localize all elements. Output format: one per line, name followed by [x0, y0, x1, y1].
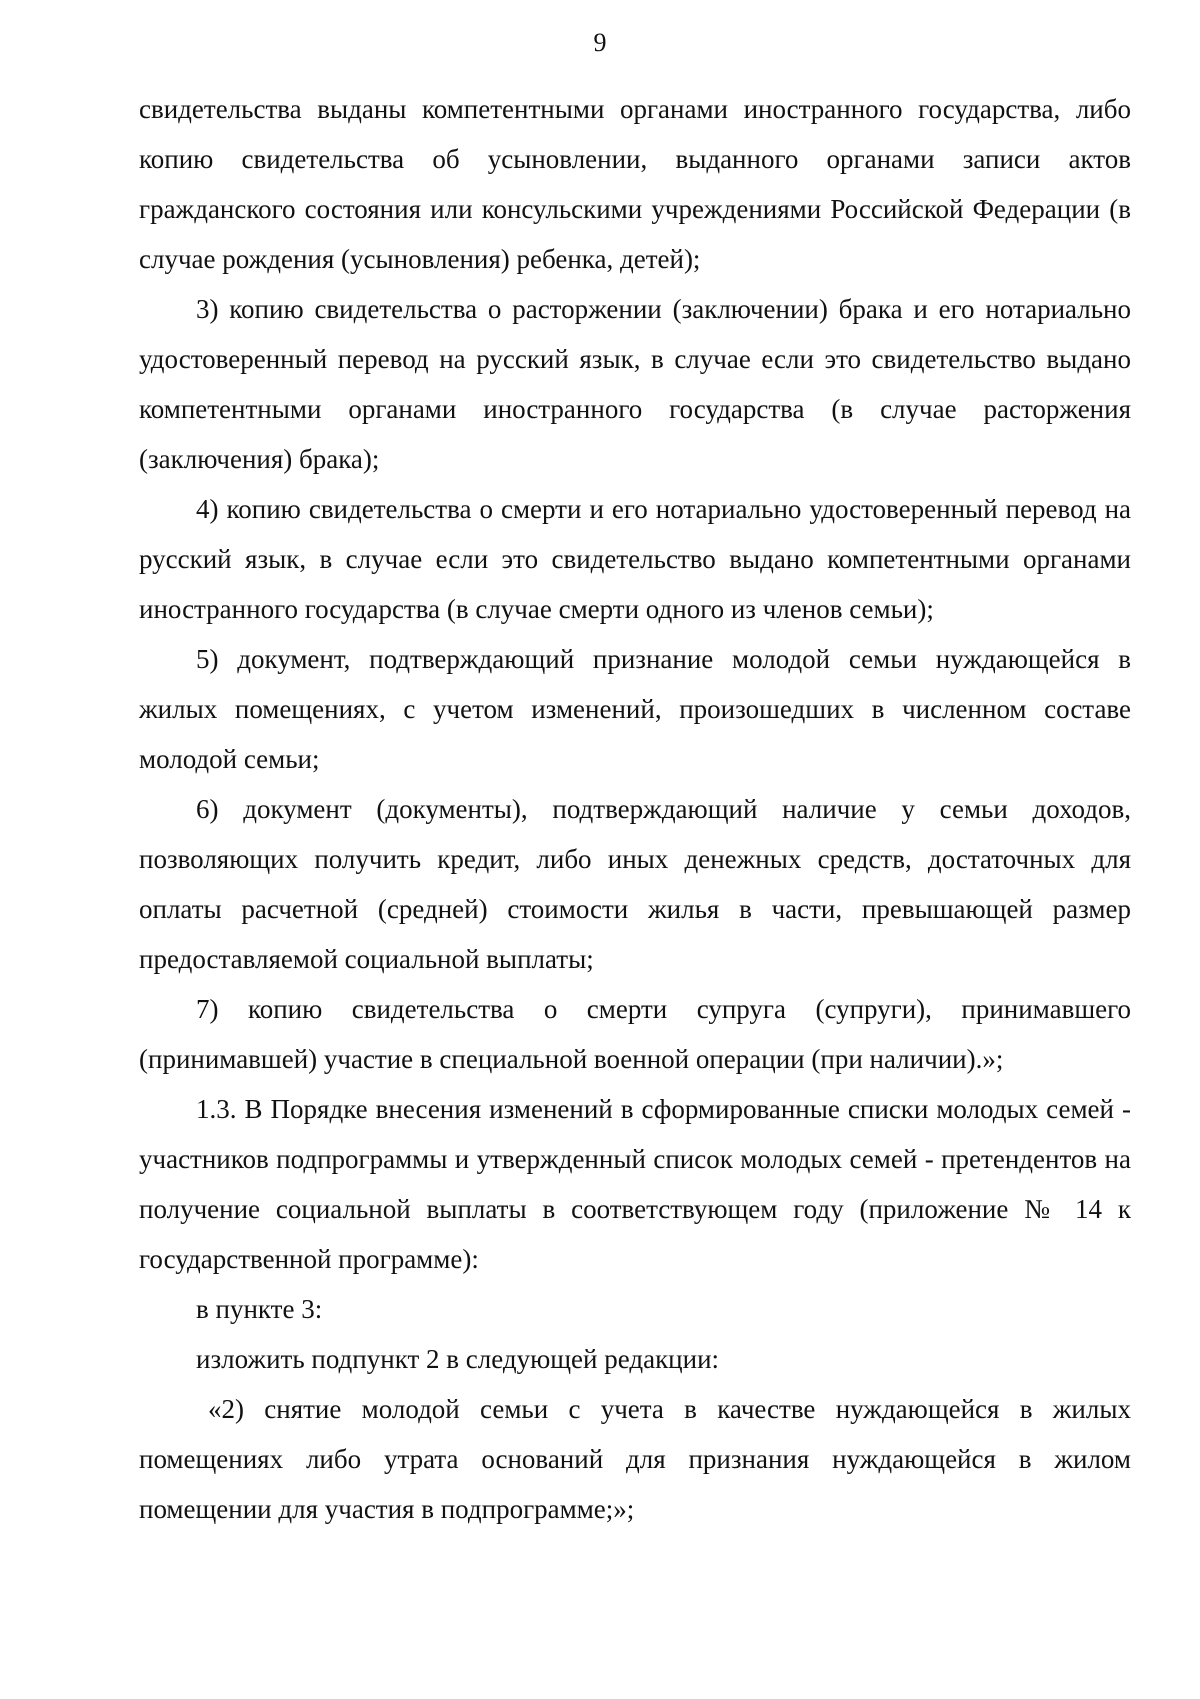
- paragraph-item-6: 6) документ (документы), подтверждающий наличие у семьи доходов, позволяющих получить кредит, либо иных денежных средств, достаточных для оплаты расчетной (средней) стоимости жилья в части, превышающей размер предоставляемой социальной выплаты;: [139, 794, 1131, 974]
- paragraph-continuation: свидетельства выданы компетентными органами иностранного государства, либо копию свидетельства об усыновлении, выданного органами записи актов гражданского состояния или консульскими учреждениями Российской Федерации (в случае рождения (усыновления) ребенка, детей);: [139, 94, 1131, 274]
- paragraph-item-5: 5) документ, подтверждающий признание молодой семьи нуждающейся в жилых помещениях, с учетом изменений, произошедших в численном составе молодой семьи;: [139, 644, 1131, 774]
- paragraph-quoted-subpoint-2: «2) снятие молодой семьи с учета в качестве нуждающейся в жилых помещениях либо утрата оснований для признания нуждающейся в жилом помещении для участия в подпрограмме;»;: [139, 1394, 1131, 1524]
- paragraph-item-3: 3) копию свидетельства о расторжении (заключении) брака и его нотариально удостоверенный перевод на русский язык, в случае если это свидетельство выдано компетентными органами иностранного государства (в случае расторжения (заключения) брака);: [139, 294, 1131, 474]
- paragraph-amend-subpoint-2: изложить подпункт 2 в следующей редакции:: [196, 1344, 720, 1374]
- paragraph-point-3: в пункте 3:: [196, 1294, 323, 1324]
- document-body: [139, 84, 1131, 1534]
- paragraph-item-4: 4) копию свидетельства о смерти и его нотариально удостоверенный перевод на русский язык, в случае если это свидетельство выдано компетентными органами иностранного государства (в случае смерти одного из членов семьи);: [139, 494, 1131, 624]
- page-number: 9: [593, 28, 607, 57]
- paragraph-item-7: 7) копию свидетельства о смерти супруга (супруги), принимавшего (принимавшей) участие в специальной военной операции (при наличии).»;: [139, 994, 1131, 1074]
- paragraph-section-1-3: 1.3. В Порядке внесения изменений в сформированные списки молодых семей - участников подпрограммы и утвержденный список молодых семей - претендентов на получение социальной выплаты в соответствующем году (приложение № 14 к государственной программе):: [139, 1094, 1131, 1274]
